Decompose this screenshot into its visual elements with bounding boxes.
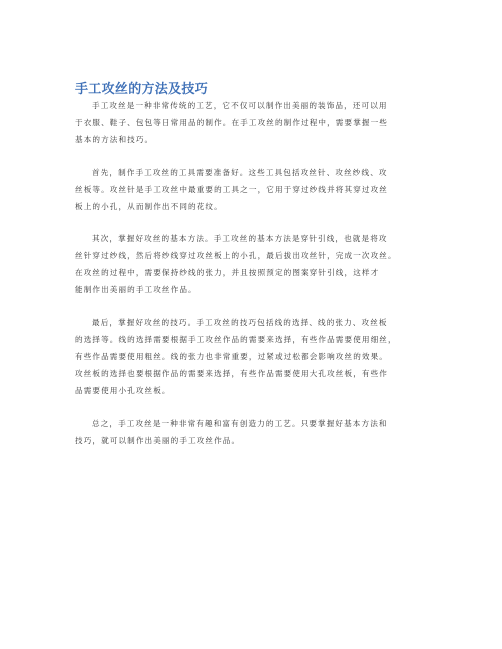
- paragraph-line: 品需要使用小孔攻丝板。: [75, 386, 171, 395]
- paragraph-line: 的选择等。线的选择需要根据手工攻丝作品的需要来选择，有些作品需要使用细丝，: [75, 335, 397, 344]
- paragraph-line: 丝板等。攻丝针是手工攻丝中最重要的工具之一，它用于穿过纱线并将其穿过攻丝: [75, 185, 388, 194]
- paragraph-line: 基本的方法和技巧。: [75, 135, 154, 144]
- paragraph-line: 板上的小孔，从而制作出不同的花纹。: [75, 202, 223, 211]
- paragraph-techniques: [75, 314, 435, 399]
- paragraph-line: 能制作出美丽的手工攻丝作品。: [75, 285, 197, 294]
- paragraph-line: 在攻丝的过程中，需要保持纱线的张力，并且按照预定的图案穿针引线，这样才: [75, 268, 380, 277]
- paragraph-line: 攻丝板的选择也要根据作品的需要来选择，有些作品需要使用大孔攻丝板，有些作: [75, 369, 388, 378]
- paragraph-basic-method: [75, 230, 435, 298]
- paragraph-line: 首先，制作手工攻丝的工具需要准备好。这些工具包括攻丝针、攻丝纱线、攻: [92, 168, 388, 177]
- paragraph-line: 技巧，就可以制作出美丽的手工攻丝作品。: [75, 436, 241, 445]
- paragraph-line: 丝针穿过纱线，然后将纱线穿过攻丝板上的小孔，最后拔出攻丝针，完成一次攻丝。: [75, 251, 397, 260]
- paragraph-line: 于衣服、鞋子、包包等日常用品的制作。在手工攻丝的制作过程中，需要掌握一些: [75, 118, 388, 127]
- paragraph-line: 最后，掌握好攻丝的技巧。手工攻丝的技巧包括线的选择、线的张力、攻丝板: [92, 318, 388, 327]
- paragraph-conclusion: [75, 415, 435, 449]
- paragraph-line: 总之，手工攻丝是一种非常有趣和富有创造力的工艺。只要掌握好基本方法和: [92, 419, 388, 428]
- paragraph-intro: [75, 97, 435, 148]
- paragraph-line: 手工攻丝是一种非常传统的工艺，它不仅可以制作出美丽的装饰品，还可以用: [92, 101, 388, 110]
- paragraph-line: 有些作品需要使用粗丝。线的张力也非常重要，过紧或过松都会影响攻丝的效果。: [75, 352, 388, 361]
- document-title: 手工攻丝的方法及技巧: [75, 82, 209, 97]
- paragraph-line: 其次，掌握好攻丝的基本方法。手工攻丝的基本方法是穿针引线，也就是将攻: [92, 234, 388, 243]
- paragraph-tools: [75, 164, 435, 215]
